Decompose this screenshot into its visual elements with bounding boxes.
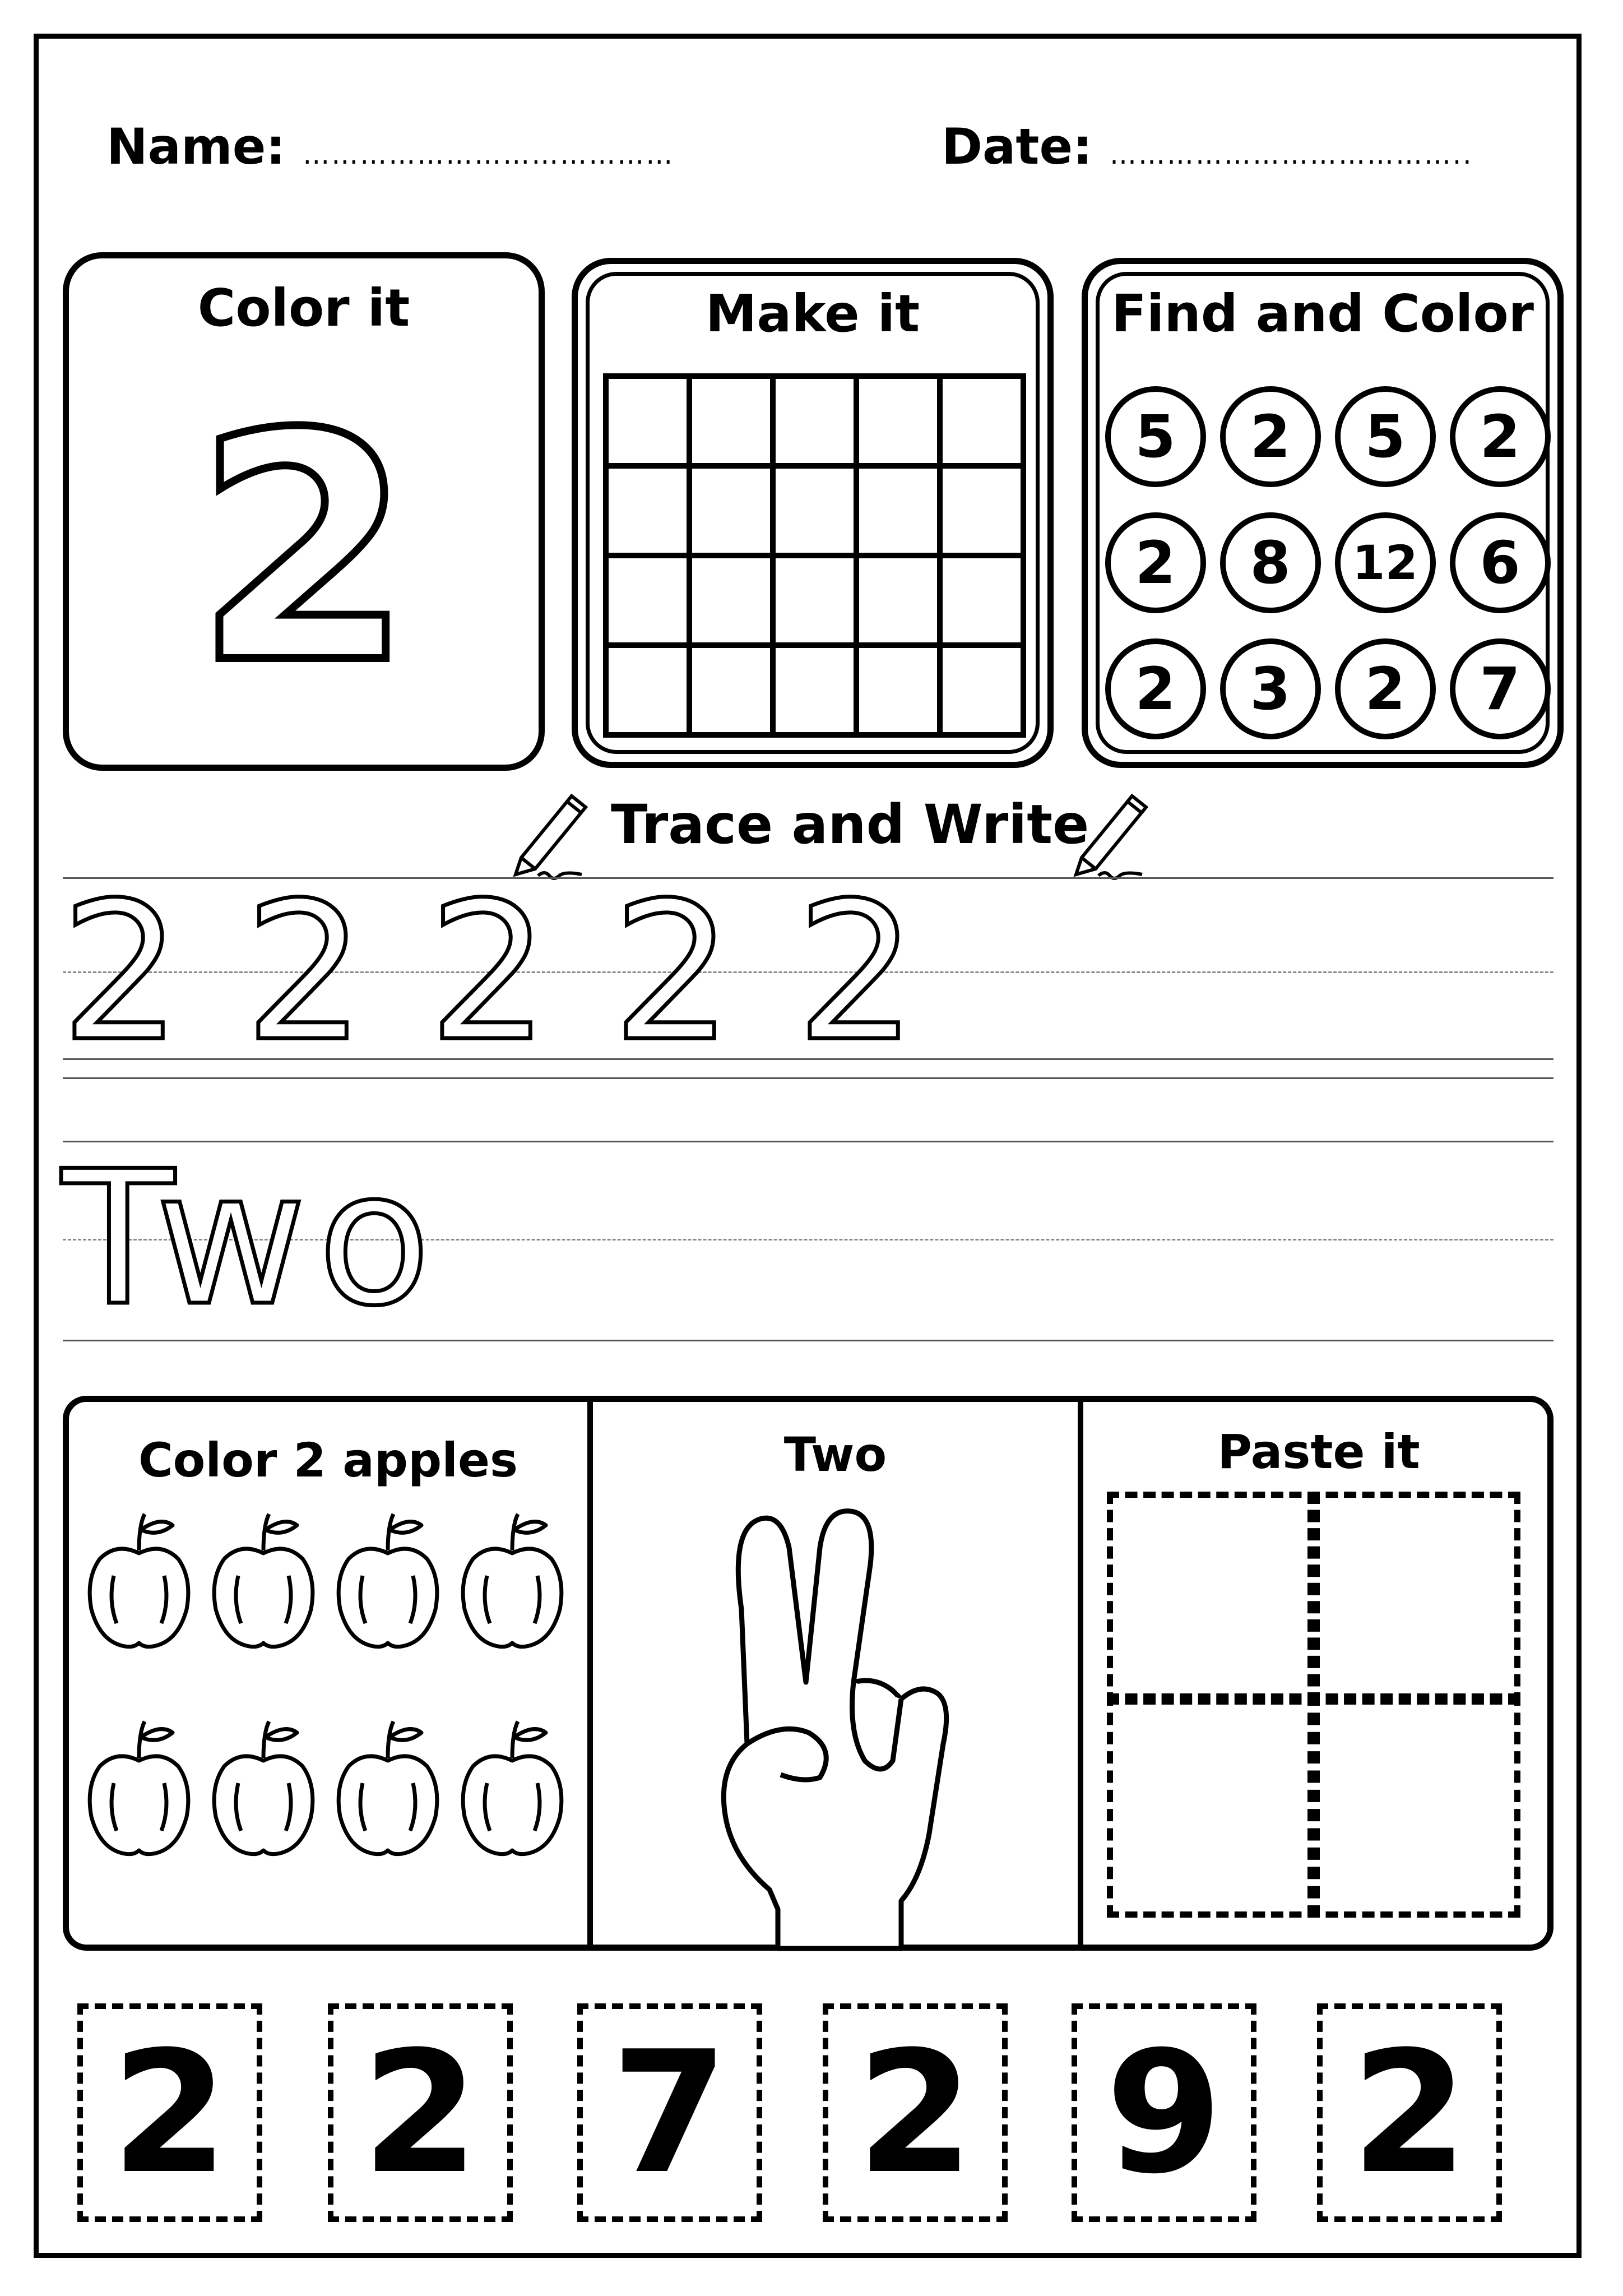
apple-icon[interactable]: [83, 1503, 195, 1656]
grid-cell[interactable]: [940, 645, 1023, 735]
number-circle[interactable]: 5: [1105, 386, 1206, 487]
trace-and-write-title: Trace and Write: [611, 793, 1089, 856]
apple-icon[interactable]: [83, 1710, 195, 1864]
writing-line-bottom: [63, 1340, 1554, 1341]
color-it-title: Color it: [197, 278, 410, 338]
apple-icon[interactable]: [207, 1710, 319, 1864]
find-and-color-box: [1082, 258, 1564, 768]
number-circle[interactable]: 2: [1450, 386, 1551, 487]
name-field[interactable]: [106, 118, 674, 175]
grid-cell[interactable]: [856, 376, 940, 466]
number-circle[interactable]: 12: [1335, 512, 1436, 613]
hand-title: Two: [783, 1427, 887, 1482]
number-circles: [1098, 373, 1557, 752]
name-blank[interactable]: …………………………………: [303, 139, 675, 170]
number-circle[interactable]: 7: [1450, 638, 1551, 739]
trace-word[interactable]: Two: [62, 1131, 442, 1346]
grid-cell[interactable]: [773, 466, 856, 556]
grid-cell[interactable]: [689, 466, 773, 556]
grid-cell[interactable]: [773, 376, 856, 466]
grid-cell[interactable]: [689, 556, 773, 645]
panel-divider: [587, 1402, 593, 1945]
paste-it-title: Paste it: [1217, 1424, 1420, 1479]
grid-cell[interactable]: [773, 645, 856, 735]
color-it-box: [63, 252, 545, 771]
grid-cell[interactable]: [606, 645, 689, 735]
number-circle[interactable]: 8: [1220, 512, 1321, 613]
pencil-icon: [1065, 779, 1160, 880]
date-label: Date:: [942, 118, 1093, 175]
trace-digit[interactable]: 2: [612, 862, 734, 1084]
number-box[interactable]: 9: [1072, 2003, 1256, 2222]
apple-icon[interactable]: [456, 1503, 568, 1656]
grid-cell[interactable]: [940, 376, 1023, 466]
grid-cell[interactable]: [940, 556, 1023, 645]
trace-digit[interactable]: 2: [796, 862, 917, 1084]
name-label: Name:: [106, 118, 286, 175]
ten-frame-grid[interactable]: [603, 373, 1026, 738]
trace-digit[interactable]: 2: [61, 862, 182, 1084]
paste-square[interactable]: [1307, 1693, 1520, 1918]
number-box[interactable]: 2: [77, 2003, 262, 2222]
number-circle[interactable]: 2: [1220, 386, 1321, 487]
grid-cell[interactable]: [606, 466, 689, 556]
grid-cell[interactable]: [773, 556, 856, 645]
number-circle[interactable]: 2: [1335, 638, 1436, 739]
trace-digit[interactable]: 2: [428, 862, 550, 1084]
peace-hand-icon: [708, 1497, 960, 1951]
date-field[interactable]: [942, 118, 1473, 175]
number-circle[interactable]: 2: [1105, 512, 1206, 613]
color-apples-title: Color 2 apples: [138, 1433, 518, 1488]
activity-panel: [63, 1396, 1554, 1951]
writing-line-bottom: [63, 1077, 1554, 1079]
paste-square[interactable]: [1307, 1492, 1520, 1705]
apple-icon[interactable]: [456, 1710, 568, 1864]
trace-digit[interactable]: 2: [244, 862, 366, 1084]
paste-square[interactable]: [1107, 1693, 1320, 1918]
grid-cell[interactable]: [940, 466, 1023, 556]
apple-icon[interactable]: [207, 1503, 319, 1656]
grid-cell[interactable]: [606, 376, 689, 466]
color-it-numeral[interactable]: 2: [194, 367, 413, 733]
make-it-title: Make it: [705, 284, 920, 344]
paste-square[interactable]: [1107, 1492, 1320, 1705]
grid-cell[interactable]: [856, 645, 940, 735]
number-box[interactable]: 7: [577, 2003, 762, 2222]
date-blank[interactable]: ………………………………..: [1110, 139, 1473, 170]
grid-cell[interactable]: [689, 645, 773, 735]
number-box[interactable]: 2: [823, 2003, 1008, 2222]
grid-cell[interactable]: [606, 556, 689, 645]
number-box[interactable]: 2: [328, 2003, 513, 2222]
grid-cell[interactable]: [856, 556, 940, 645]
grid-cell[interactable]: [689, 376, 773, 466]
number-circle[interactable]: 5: [1335, 386, 1436, 487]
apple-icon[interactable]: [332, 1710, 444, 1864]
number-circle[interactable]: 2: [1105, 638, 1206, 739]
number-box[interactable]: 2: [1317, 2003, 1502, 2222]
number-circle[interactable]: 6: [1450, 512, 1551, 613]
number-circle[interactable]: 3: [1220, 638, 1321, 739]
apple-icon[interactable]: [332, 1503, 444, 1656]
make-it-box: [572, 258, 1054, 768]
grid-cell[interactable]: [856, 466, 940, 556]
panel-divider: [1078, 1402, 1083, 1945]
find-and-color-title: Find and Color: [1111, 284, 1534, 344]
